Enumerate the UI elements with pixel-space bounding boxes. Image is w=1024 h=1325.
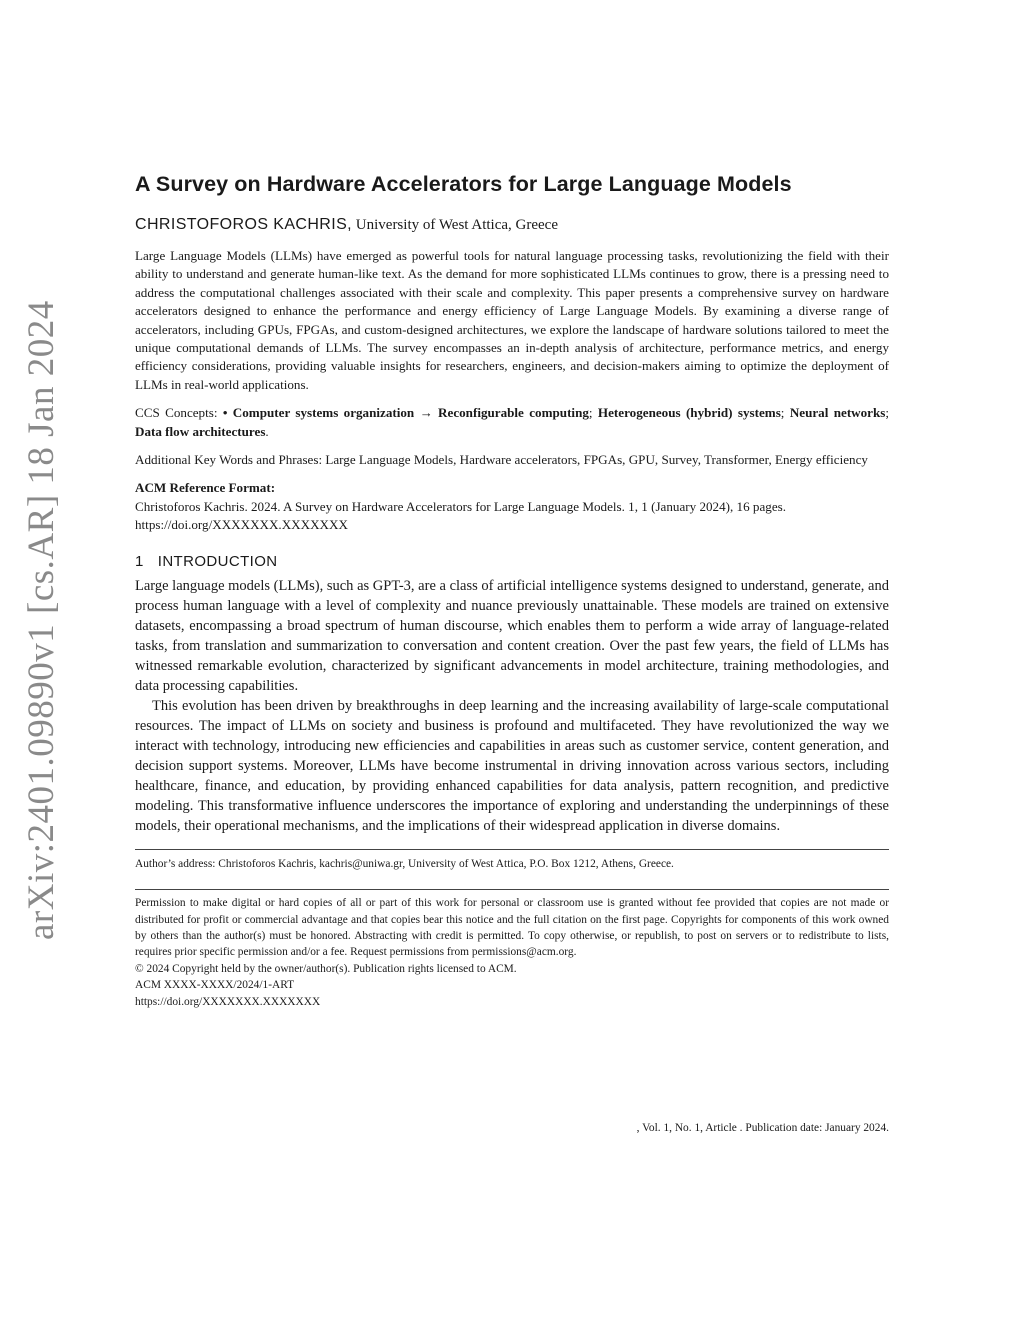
section-title: INTRODUCTION (157, 552, 278, 570)
ccs-separator: ; (588, 405, 598, 421)
ccs-concept-4: Neural networks (789, 405, 886, 421)
ccs-bullet: • (222, 405, 233, 421)
author-affiliation: University of West Attica, Greece (352, 217, 558, 233)
section-number: 1 (135, 552, 144, 570)
author-name: CHRISTOFOROS KACHRIS, (135, 216, 353, 233)
footnote-divider (135, 849, 889, 850)
ccs-separator: ; (780, 405, 790, 421)
ccs-concepts (135, 404, 889, 441)
ccs-arrow: → (414, 405, 439, 421)
ccs-end: . (265, 423, 269, 439)
permission-notice: Permission to make digital or hard copies of all or part of this work for personal or classroom use is granted without fee provided that copies are not made or distributed for profit or commercial advantage and that copies bear this notice and the full citation on the first page. Copyrights for components of this work owned by others than the author(s) must be honored. Abstracting with credit is permitted. To copy otherwise, or republish, to post on servers or to redistribute to lists, requires prior specific permission and/or a fee. Request permissions from permissions@acm.org. (135, 897, 889, 959)
page-content (135, 170, 889, 1010)
acm-reference-format (135, 479, 889, 534)
ccs-label: CCS Concepts: (135, 405, 223, 421)
author-address-footnote: Author’s address: Christoforos Kachris, kachris@uniwa.gr, University of West Attica, P.O. Box 1212, Athens, Greece. (135, 857, 674, 870)
additional-keywords: Additional Key Words and Phrases: Large Language Models, Hardware accelerators, FPGAs, GPU, Survey, Transformer, Energy efficiency (135, 452, 868, 468)
arxiv-identifier-stamp: arXiv:2401.09890v1 [cs.AR] 18 Jan 2024 (21, 300, 62, 940)
intro-paragraph-1: Large language models (LLMs), such as GPT-3, are a class of artificial intelligence systems designed to understand, generate, and process human language with a level of complexity and nuance previously unattainable. These models are trained on extensive datasets, encompassing a broad spectrum of human discourse, which enables them to perform a wide array of language-related tasks, from translation and summarization to conversation and content creation. Over the past few years, the field of LLMs has witnessed remarkable evolution, characterized by significant advancements in model architecture, training methodologies, and data processing capabilities. (135, 577, 889, 694)
author-line (135, 215, 889, 235)
ccs-separator: ; (885, 405, 890, 421)
paper-title: A Survey on Hardware Accelerators for Large Language Models (135, 172, 792, 196)
acm-identifier: ACM XXXX-XXXX/2024/1-ART (135, 979, 295, 992)
publication-date-line: , Vol. 1, No. 1, Article . Publication date: January 2024. (636, 1122, 889, 1134)
permission-divider (135, 889, 889, 890)
intro-paragraph-2: This evolution has been driven by breakthroughs in deep learning and the increasing availability of large-scale computational resources. The impact of LLMs on society and business is profound and multifaceted. They have revolutionized the way we interact with technology, introducing new efficiencies and capabilities in areas such as customer service, content generation, and decision support systems. Moreover, LLMs have become instrumental in driving innovation across various sectors, including healthcare, finance, and education, by providing enhanced capabilities for data analysis, pattern recognition, and predictive modeling. This transformative influence underscores the importance of exploring and understanding the underpinnings of these models, their operational mechanisms, and the implications of their widespread application in diverse domains. (135, 697, 889, 834)
acm-reference-heading: ACM Reference Format: (135, 480, 276, 496)
ccs-concept-2: Reconfigurable computing (438, 405, 589, 421)
copyright-line: © 2024 Copyright held by the owner/author(s). Publication rights licensed to ACM. (135, 962, 517, 975)
acm-reference-doi[interactable]: https://doi.org/XXXXXXX.XXXXXXX (135, 517, 348, 533)
footnote-doi[interactable]: https://doi.org/XXXXXXX.XXXXXXX (135, 995, 321, 1008)
ccs-concept-3: Heterogeneous (hybrid) systems (597, 405, 781, 421)
ccs-concept-1: Computer systems organization (232, 405, 415, 421)
abstract: Large Language Models (LLMs) have emerged as powerful tools for natural language processing tasks, revolutionizing the field with their ability to understand and generate human-like text. As the demand for more sophisticated LLMs continues to grow, there is a pressing need to address the computational challenges associated with their scale and complexity. This paper presents a comprehensive survey on hardware accelerators designed to enhance the performance and energy efficiency of Large Language Models. By examining a diverse range of accelerators, including GPUs, FPGAs, and custom-designed architectures, we explore the landscape of hardware solutions tailored to meet the unique computational demands of LLMs. The survey encompasses an in-depth analysis of architecture, performance metrics, and energy efficiency considerations, providing valuable insights for researchers, engineers, and decision-makers aiming to optimize the deployment of LLMs in real-world applications. (135, 248, 889, 392)
acm-reference-citation: Christoforos Kachris. 2024. A Survey on Hardware Accelerators for Large Language Models. 1, 1 (January 2024), 16 pages. (135, 498, 786, 514)
ccs-concept-5: Data flow architectures (135, 423, 266, 439)
section-heading-introduction (135, 552, 889, 572)
